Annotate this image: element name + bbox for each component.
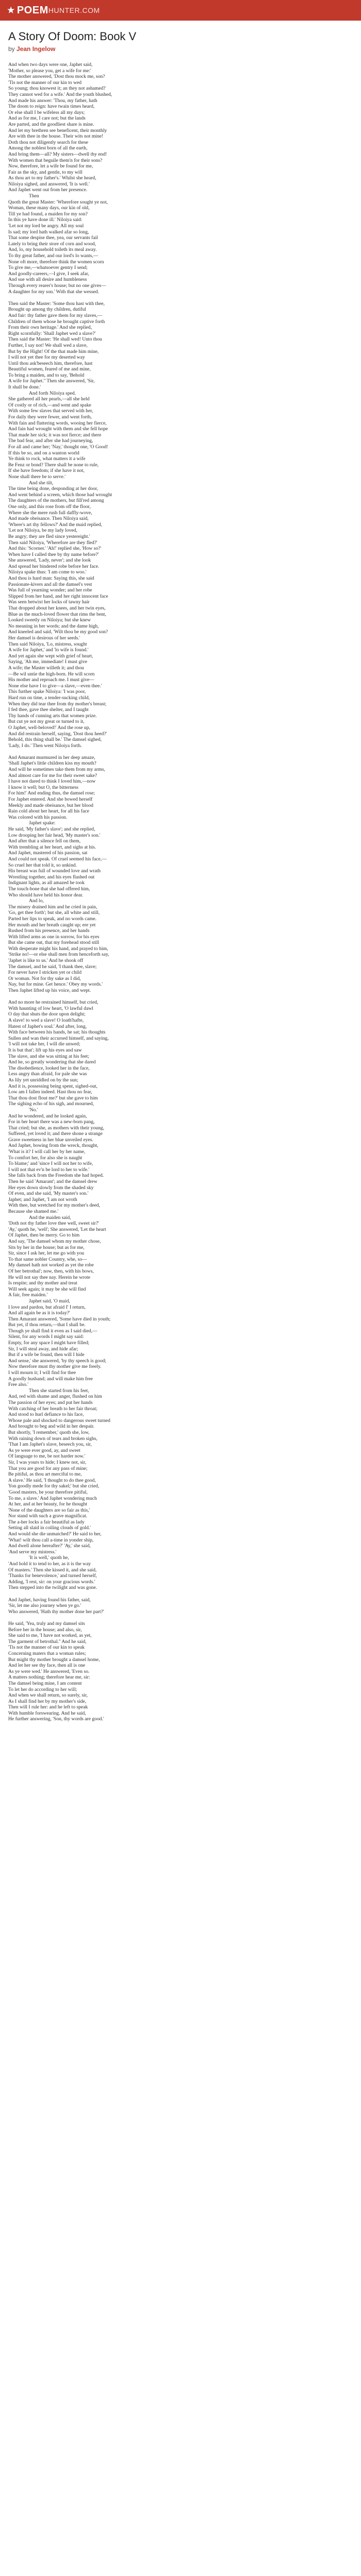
poem-line: With desperate might his hand, and prayed to him, [8, 945, 108, 952]
poem-line: The damsel being mine, I am content [8, 1680, 82, 1686]
poem-line: For him!' And ending thus, the damsel rose; [8, 790, 95, 796]
poem-line: And he, so greatly wondering that she dared [8, 1059, 96, 1065]
poem-line: And after that a silence fell on them, [8, 838, 81, 844]
poem-line: For Japhet entered. And she bowed herself [8, 796, 93, 803]
poem-line: 'Let not Niloiya, be my lady loved, [8, 528, 77, 534]
poem-line: But if a wife be found, then will I hide [8, 1352, 85, 1358]
poem-line: Beautiful women, feared of me and mine, [8, 366, 91, 372]
poem-line: 'What! wilt thou call a-time in yonder ship, [8, 1537, 94, 1543]
poem-line: Thy hands of cunning arts that women prize. [8, 713, 97, 719]
poem-line: Fair as the sky, and gentle, to my will [8, 169, 83, 175]
poem-line: A fair, free maiden.' [8, 1292, 48, 1298]
poem-line: At her, and at her beauty, for he thought [8, 1501, 87, 1507]
poem-line: That some despise thee, yea, our servants fail [8, 235, 98, 241]
poem-line: Was colored with his passion. [8, 814, 68, 820]
poem-line: And would she die unmatched?' He said to her, [8, 1531, 102, 1537]
poem-line: Then [29, 193, 39, 199]
poem-line: I know it well; but O, the bitterness [8, 784, 78, 790]
poem-line: Hatest of Japhet's soul.' And after, long, [8, 1023, 87, 1029]
poem-line: But she came out, that my forehead stood still [8, 940, 100, 946]
poem-line: Her mouth and her breath caught up; ere yet [8, 922, 96, 928]
poem-line: Be pitiful, as thou art merciful to me, [8, 1471, 82, 1478]
poem-line: 'Tis not the manner of our kin to speak [8, 1645, 85, 1651]
poem-line: Blue as the much-loved flower that rims the bent, [8, 611, 106, 617]
poem-line [8, 295, 353, 301]
poem-line: Suffered, yet loved it; and there shone a strange [8, 1131, 103, 1137]
poem-line: Sits by her in the house; but as for me, [8, 1244, 85, 1250]
poem-line: The passion of her eyes; and put her hands [8, 1400, 93, 1405]
poem-line: And made his answer: 'Thou, my father, hath [8, 97, 97, 104]
poem-line: Of costly or of rich,—and went and spake [8, 402, 91, 408]
poem-line: Wrestling together, and his eyes flashed out [8, 874, 95, 880]
poem-line: This further spake Niloiya: 'I was poor, [8, 689, 86, 695]
poem-line: A wife for Japhet.'' Then she answered, 'Sir, [8, 378, 95, 384]
poem-title: A Story Of Doom: Book V [8, 30, 137, 43]
poem-line: I will not yet thee for my deserted way [8, 354, 85, 361]
logo-suffix: HUNTER.COM [48, 6, 100, 14]
poem-line: 'Where's art thy fellows?' And the maid replied, [8, 521, 103, 528]
poem-line: His breast was full of wounded love and wrath [8, 868, 101, 874]
poem-line: Low am I fallen indeed. Hast thou no fear, [8, 1089, 92, 1095]
poem-line: 'Lady, I do.' Then went Niloiya forth. [8, 742, 82, 749]
poem-line: The time being done, desponding at her door, [8, 486, 99, 492]
poem-line: And stood to hurl defiance to his face, [8, 1412, 84, 1418]
poem-line: Before her in the house; and also, sir, [8, 1626, 82, 1633]
poem-line: Though ye shall find it even as I said died,— [8, 1328, 97, 1334]
poem-line: And bring them—all? My sisters—dwell thy end! [8, 151, 107, 157]
poem-line: And Japhet, bowing from the wreck, thought, [8, 1143, 99, 1149]
poem-line: And say, 'The damsel whom my mother chose, [8, 1238, 101, 1244]
poem-line: Was full of yearning wonder; and her robe [8, 587, 92, 594]
poem-line: One only, and this rose from off the floor, [8, 503, 91, 510]
poem-line: So young; thou knowest it; an they not ashamed? [8, 86, 106, 92]
poem-line: A daughter for my son.' With that she wessed. [8, 289, 99, 295]
poem-line: As ye were wed.' He answered, 'Even so. [8, 1668, 90, 1674]
poem-line: Meekly and made obeisance, but her blood [8, 802, 93, 808]
poem-line: She gathered all her pearls,—all she held [8, 396, 90, 402]
poem-line: Doth thou not diligently search for these [8, 139, 89, 145]
poem-line: From their own heritage.' And she replied, [8, 325, 92, 331]
poem-line: That you are good for any pass of mine; [8, 1465, 88, 1471]
poem-line: That cried; but she, as mothers with their young, [8, 1125, 104, 1131]
poem-line: 'Shall Japhet's little children kiss my mouth? [8, 760, 96, 767]
poem-line: And he wondered, and he looked again, [8, 1113, 87, 1119]
poem-line: With trembling at her heart, and sighs at his. [8, 844, 96, 850]
poem-line: The disobedience, looked her in the face, [8, 1065, 90, 1071]
poem-line: Lately to bring their store of corn and wood, [8, 241, 96, 247]
poem-line: For never have I stricken yet or child [8, 970, 81, 976]
poem-line: And Japhet, mastered of his passion, sat [8, 850, 88, 856]
poem-line: To bring a maiden, and to say, 'Behold [8, 372, 85, 378]
poem-line: 'Ay,' quoth he, 'well'; She answered, 'Let the heart [8, 1226, 106, 1232]
poem-line: Of her betrothal'; now, then, with his bows, [8, 1268, 94, 1274]
poem-line: The damsel, and he said, 'I thank thee, slave; [8, 963, 97, 970]
poem-line: To me, a slave.' And Japhet wondering much [8, 1495, 97, 1501]
poem-line: With some few slaves that served with her, [8, 408, 93, 414]
poem-line: And Japhet, having found his father, said, [8, 1597, 91, 1603]
poem-line: The garment of betrothal.'' And he said, [8, 1638, 87, 1645]
poem-line [8, 994, 353, 1000]
poem-line: Japhet spake: [29, 820, 56, 826]
poem-line: And did restrain herself, saying, 'Dost thou heed?' [8, 731, 107, 737]
poem-line: The daughters of the mothers, but fill'red among [8, 498, 104, 504]
poem-line: Quoth the great Master: 'Wherefore sought ye not, [8, 199, 108, 205]
poem-line: 'Good masters, be your therefore pitiful, [8, 1489, 88, 1495]
poem-line: Sullen and wan their accursed himself, and saying, [8, 1035, 109, 1041]
poem-line: A wife; the Master willeth it; and thou [8, 665, 84, 671]
poem-line: 'Thanks for benevolence,' and turned herself, [8, 1573, 97, 1579]
poem-line: Further, I say not! We shall wed a slave, [8, 342, 88, 348]
poem-line: Sir, I was yours to hide; I knew not, sir, [8, 1459, 87, 1465]
poem-line: Then she started from his feet, [29, 1387, 89, 1394]
poem-line: 'Tis not the manner of our kin to wed [8, 79, 82, 86]
poem-line: When have I called thee by thy name before?' [8, 551, 99, 557]
poem-line: And the maiden said, [29, 1214, 71, 1221]
poem-line: Be Fenz or bond? There shall be none to rule, [8, 462, 99, 468]
poem-line: With catching of her breath to her fair throat; [8, 1405, 97, 1412]
poem-line: Hard run on time, a tender-sucking child, [8, 694, 90, 701]
poem-line: Will seek again; it may be she will find [8, 1286, 86, 1292]
poem-line: None else have I to give—a slave,—even thee.' [8, 683, 102, 689]
poem-line: It is but that'; lift up his eyes and saw [8, 1047, 82, 1053]
poem-line: No meaning in her words; and the dame high, [8, 623, 99, 629]
poem-line: Then he said 'Amarant'; and the damsel drew [8, 1179, 97, 1185]
poem-line: With thee, but wretched for my mother's deed, [8, 1202, 100, 1209]
poem-line: He said, 'My father's slave'; and she replied, [8, 826, 95, 832]
poem-line: Niloiya spake thus: 'I am come to woo.' [8, 569, 87, 575]
poem-line: And as for me, I care not; but the lands [8, 115, 86, 122]
poem-line: His mother and reproach me. I must give— [8, 677, 94, 683]
poem-line: To that same nobler Country, whe, so— [8, 1256, 87, 1262]
poem-line: He will not say thee nay. Herein he wrote [8, 1274, 90, 1280]
poem-line: And, lo, my household toileth its meal away. [8, 247, 97, 253]
poem-line: I will mourn it; I will find for thee [8, 1370, 76, 1376]
poem-line: And will he sometimes take them from my arms, [8, 767, 105, 773]
poem-line: Then stepped into the twilight and was gone. [8, 1585, 97, 1591]
poem-line: And could not speak. Of cruel seemed his face,— [8, 856, 107, 862]
poem-line: That made her sick; it was not fierce; and there [8, 432, 102, 438]
poem-line: Then said the Master: 'He shall wed! Unto thou [8, 336, 102, 343]
poem-header [0, 21, 361, 57]
poem-line: Then Japhet lifted up his voice, and wept. [8, 988, 91, 994]
poem-line: A slave! to wed a slave! O loath'hafte, [8, 1018, 84, 1023]
poem-line: Niloiya sighed, and answered, 'It is well.' [8, 181, 90, 187]
poem-line: Then said Niloiya, 'Lo, mistress, sought [8, 641, 87, 647]
poem-line: I have not dared to think I loved him,—now [8, 778, 96, 785]
poem-line: With haunting of low heart, 'O lawful dawl [8, 1005, 93, 1011]
poem-line: Of masters.' Then she kissed it, and she said, [8, 1567, 97, 1573]
poem-line: 'None of the daughters are so fair as this,' [8, 1507, 90, 1513]
poem-line: So cruel her that told it, so unkind. [8, 862, 77, 868]
poem-line: And dwell alone hereafter?' 'Ay,' she said, [8, 1543, 91, 1549]
poem-line: And sue with all desire and humbleness [8, 277, 87, 283]
poem-line: He said, 'Yea, truly and my damsel sits [8, 1620, 85, 1626]
poem-line: O Japhet, well-beloved!' And the rose up, [8, 724, 90, 731]
poem-line: But yet, if thou return,—that I shall be. [8, 1322, 86, 1328]
poem-line: For daily they were fewer, and went forth, [8, 414, 92, 420]
poem-line: Now therefore must thy mother give me freely. [8, 1364, 102, 1370]
poem-line: 'Strike no!—or else shall men from henceforth say, [8, 952, 109, 958]
poem-line: 'That I am Japhet's slave, beseech you, sir, [8, 1442, 92, 1448]
poem-line: Rushed from his presence, and her hands [8, 928, 90, 934]
poem-line: Who should have held his honor dear. [8, 892, 84, 898]
poem-line: And fair: thy father gave them for my slaves,— [8, 312, 103, 318]
poem-line: And let my brethren see beneficent, their monthly [8, 127, 107, 133]
poem-line: 'Let not my lord be angry. All my soul [8, 223, 84, 229]
poem-line: That dropped about her knees, and her twin eyes, [8, 605, 106, 612]
poem-line: Are parted, and the goodliest share is mine. [8, 121, 94, 127]
poem-line: In this ye have done ill.' Niloiya said: [8, 217, 83, 223]
poem-line: She said to me, 'I have not worked, as yet, [8, 1633, 92, 1639]
poem-line: With raining down of tears and broken sighs, [8, 1435, 97, 1442]
poem-line: He further answering, 'Son, thy words are good.' [8, 1716, 104, 1722]
site-logo[interactable] [7, 5, 100, 16]
poem-line [8, 1615, 353, 1621]
poem-line: 'No.' [29, 1107, 38, 1113]
poem-line: Empty, for any space I might have filled; [8, 1340, 90, 1346]
poem-line: Nor stand with such a grave magnificat. [8, 1513, 88, 1519]
poem-line: But cut ye not my great or turned to it, [8, 719, 85, 725]
poem-line: And fain had wrought with them and she fell hope [8, 426, 108, 432]
poem-line: And no more he restrained himself, but cried, [8, 999, 99, 1006]
poem-byline [8, 45, 353, 53]
poem-line: And sense,' she answered, 'by thy speech is good; [8, 1358, 106, 1364]
poem-line: Passionate-kivers and all the damsel's vest [8, 581, 92, 587]
poem-line: The slave, and she was sitting at his feet; [8, 1053, 89, 1059]
poem-line: And kneeled and said, 'Wilt thou be my good son? [8, 629, 108, 635]
poem-line: Of language to me, be not harder now.' [8, 1453, 85, 1460]
poem-line: And Japhet went out from her presence. [8, 187, 88, 193]
poem-line: If this be so, and on a wanton world [8, 450, 79, 456]
poem-line: With fain and flattering words, wooing her fierce, [8, 420, 107, 426]
poem-line: Silent, for any words I might say said: [8, 1334, 84, 1340]
poem-line: Then Amarant answered, 'Some have died in youth; [8, 1316, 111, 1322]
poem-line: The mother answered, 'Dost thou mock me, son? [8, 74, 105, 80]
poem-line: Yon goodly mede for thy sakel;' but she cried, [8, 1483, 100, 1489]
poem-line: Of Japhet, then be merry. Go to him [8, 1232, 80, 1239]
author-link[interactable]: Jean Ingelow [17, 45, 56, 53]
poem-line: Until thou ask'beseech him, therefore, hast [8, 360, 93, 366]
poem-line: With humble forswearing. And he said, [8, 1710, 86, 1716]
poem-line: And all again be as it is today?' [8, 1310, 70, 1316]
poem-line: Grave sweetness in her blue unveiled eyes. [8, 1137, 93, 1143]
poem-line: And it is, possessing being spent, sighed-out, [8, 1083, 97, 1089]
poem-line: Or else shall I be wifeless all my days; [8, 109, 85, 115]
poem-line: She falls back from the Freedom she had hoped. [8, 1173, 104, 1179]
poem-line: Woman, these many days, our kin of old, [8, 205, 90, 211]
poem-line: For all and came her; 'Nay,' thought one, 'O Good! [8, 444, 108, 450]
poem-line: My damsel hath not worked as yet the robe [8, 1262, 94, 1268]
poem-line: But might thy mother brought a damsel home, [8, 1656, 100, 1663]
poem-line: The doom to reign: have twain times heard, [8, 104, 95, 110]
site-header [0, 0, 361, 21]
poem-line: And when two days were one, Japhet said, [8, 62, 93, 67]
poem-line: If she have freedom; if she have it not, [8, 468, 85, 474]
poem-line: Adding, 'I rest, sir: on your gracious words.' [8, 1579, 95, 1585]
poem-line: O day that shuts the door upon delight; [8, 1011, 86, 1018]
poem-line: Till ye had found, a maiden for my son? [8, 211, 88, 217]
poem-line: None oft more, therefore think the women scorn [8, 259, 104, 265]
poem-line: And when we shall return, so surely, sir, [8, 1692, 88, 1699]
poem-line: And goodly-careers,—I give, I seek afar, [8, 270, 89, 277]
poem-line: Free also.' [8, 1382, 29, 1388]
poem-line: As lily yet unriddled on by the sun; [8, 1077, 78, 1083]
poem-line: And Amarant murmured in her deep amaze, [8, 754, 95, 760]
poem-line: As ye were ever good, ay, and sweet [8, 1447, 80, 1453]
poem-line: A goodly husband; and will make him free [8, 1376, 93, 1382]
poem-line: And made obeisance. Then Niloiya said, [8, 516, 89, 522]
poem-line: Her damsel is desirous of her seeds.' [8, 635, 80, 641]
poem-line: A wife for Japhet,' and 'lo wife is found.' [8, 647, 89, 653]
poem-line: Children of them whose he brought captive forth [8, 318, 105, 325]
poem-line: I fed thee, gave thee shelter, and I taught [8, 707, 89, 713]
poem-line: For in her heart there was a new-born pang, [8, 1119, 95, 1125]
poem-line: And almost care for me for their sweet sake? [8, 772, 97, 778]
poem-line: And spread her bindered robe before her face. [8, 563, 100, 569]
poem-line: Whose pale and shocked to dangerous sweet turned [8, 1417, 110, 1423]
poem-line: Then said Niloiya, 'Wherefore are they fled?' [8, 539, 97, 546]
poem-line: Was seen betwixt her locks of tawny hair [8, 599, 90, 605]
poem-line: Parted her lips to speak, and no words came. [8, 916, 97, 922]
poem-line: Right scornfully: 'Shall Japhet wed a slave?' [8, 330, 96, 336]
poem-line: It shall be done.' [8, 384, 41, 391]
poem-line: 'And hold it to tend to her, as it is the way [8, 1561, 91, 1567]
poem-line: The sighing echo of his sigh, and mourned, [8, 1101, 94, 1107]
poem-line: None shall there be to serve.' [8, 473, 65, 480]
poem-line: Ye think to rock, what matters it a wife [8, 456, 86, 462]
poem-line: But shortly, 'I remember,' quoth she, low, [8, 1429, 90, 1435]
poem-line: The touch-bone that she had offered him, [8, 886, 90, 892]
poem-line: Rain cold about her heart, for all his face [8, 808, 89, 815]
poem-line: Japhet; and Japhet, 'I am not wroth [8, 1196, 77, 1202]
poem-line: Is sad; my lord hath walked afar so long, [8, 229, 89, 235]
poem-line: Behold, this thing shall be.' The damsel sighed, [8, 737, 102, 743]
poem-line: —Be wil untie the high-born. He will scorn [8, 671, 95, 677]
poem-line: I will not that ev'n be lord to her to wife.' [8, 1166, 90, 1173]
poem-line: And lo, [29, 898, 44, 904]
poem-line: With women that beguile them'n for their sons? [8, 157, 103, 163]
poem-line: And forth Niloiya sped. [29, 390, 76, 396]
poem-line: But by the Hight! Of the that made him mine, [8, 348, 99, 354]
poem-line: 'Japhet is like to us.' And he shook off [8, 958, 84, 964]
poem-line: Through every rearer's house; but no one gives— [8, 282, 106, 289]
poem-line: Of even, and she said, 'My master's son.' [8, 1191, 89, 1197]
poem-line: Saying, 'Ah me, immediate! I must give [8, 659, 88, 665]
poem-line: Where she the mere rush full daffly-wove, [8, 510, 92, 516]
poem-line: 'It is well,' quoth he, [29, 1555, 69, 1561]
poem-line: Concerning maters that a woman rules; [8, 1650, 86, 1656]
poem-line: With lifted arms as one in sorrow, for his eyes [8, 934, 100, 940]
poem-line: To let her do according to her will; [8, 1686, 77, 1692]
poem-line: Less angry than afraid, for pale she was [8, 1071, 87, 1077]
poem-line: I love and pardon, but afraid I' I return, [8, 1304, 86, 1310]
poem-line: And yet again she wept with grief of heart, [8, 653, 93, 659]
poem-line: When they did tear thee from thy mother's breast; [8, 701, 107, 707]
poem-line: And went behind a screen, which those had wrought [8, 492, 112, 498]
poem-line: Her eyes down slowly from the shaded sky [8, 1184, 94, 1191]
poem-line: To give me,—whatsoever gentry I send; [8, 265, 88, 271]
poem-line: As I shall find her by my mother's side, [8, 1698, 87, 1704]
poem-line: And, red with shame and anger, flushed on him [8, 1394, 102, 1400]
poem-line: Then will I rule her: and he left to speak [8, 1704, 88, 1710]
poem-line: Be angry; they are fled since yestereight.' [8, 533, 90, 539]
poem-line: The misery drained him and he cried in pain, [8, 904, 97, 910]
poem-line: 'What is it? I will call her by her name, [8, 1149, 86, 1155]
byline-prefix: by [8, 45, 15, 53]
poem-line: Because she shamed me.' [8, 1209, 59, 1214]
poem-line: Brought up among thy children, dutiful [8, 307, 86, 313]
star-icon: ★ [7, 6, 15, 15]
poem-line: To thy great father, and our lord's lo wants,— [8, 253, 99, 259]
poem-line: To comfort her, for also she is naught [8, 1155, 83, 1161]
poem-line: Slipped from her hand, and her right innocent face [8, 593, 108, 599]
poem-line: And thou is hard man: Saying this, she said [8, 575, 94, 582]
poem-line: Are with thee in the house. Their wits not mine! [8, 133, 104, 140]
poem-line [8, 749, 353, 755]
poem-line: With face between his hands, he sat; his thoughts [8, 1029, 106, 1036]
logo-text: POEM [17, 4, 48, 16]
poem-body [0, 57, 361, 1722]
poem-line: Now, therefore, let a wife be found for me, [8, 163, 93, 170]
poem-line: They cannot wed for a wife.' And the youth blushed, [8, 91, 112, 97]
poem-line: 'Doth not thy father love thee well, sweet sir?' [8, 1221, 99, 1227]
poem-line: 'Sir, let me also journey when ye go.' [8, 1603, 81, 1609]
poem-line: 'Mother, so please you, get a wife for me:' [8, 67, 91, 74]
poem-line: Among the noblest born of all the earth, [8, 145, 88, 151]
poem-line: A matters nothing; therefore hear me, sir: [8, 1674, 90, 1681]
poem-line [8, 1591, 353, 1597]
poem-line: Or woman. Not for thy sake as I did, [8, 975, 81, 981]
poem-line: 'And serve my mistress.' [8, 1549, 57, 1555]
poem-line: She answered, 'Lady, never'; and she look [8, 557, 91, 564]
poem-line: Then said the Master: 'Some thou hast with thee, [8, 300, 105, 307]
poem-line: That thou dost flout me?' but she gave to him [8, 1095, 98, 1101]
poem-line: Is respite; and thy mother and treat [8, 1280, 77, 1286]
poem-line: Setting all slaid in coiling clouds of gold.' [8, 1525, 91, 1531]
poem-line: And let her see thy face, then all is one [8, 1663, 86, 1669]
poem-line: And this: 'Scorner.' 'Ah!' replied she, 'How so?' [8, 546, 102, 552]
poem-line: A slave.' He said, 'I thought to do thee good, [8, 1477, 96, 1483]
poem-line: Sir, since I ask her, let me go with you [8, 1250, 85, 1257]
poem-line: And she tilt, [29, 480, 54, 486]
poem-line: The bad fear, and after she had journeying, [8, 438, 93, 444]
poem-line: To blame;' and 'since I will not her to wife, [8, 1161, 93, 1167]
poem-line: The a-her locks a fair beautiful as lady [8, 1519, 85, 1525]
poem-line: Indignant lights, as all amazed he took [8, 880, 85, 886]
poem-line: Japhet said, 'O maid, [29, 1298, 70, 1304]
poem-line: 'Go, get thee forth'; but she, all white and still, [8, 910, 100, 916]
poem-line: 'I will not take her, I will die unwed; [8, 1041, 80, 1047]
poem-line: Who answered, 'Hath thy mother done her part?' [8, 1608, 104, 1615]
poem-line: Sir, I will steal away, and hide afar; [8, 1346, 78, 1352]
poem-line: As thou art to my father's.' Whilst she heard, [8, 175, 96, 181]
poem-line: Low drooping her fair head, 'My master's son.' [8, 832, 101, 838]
poem-line: Looked sweetly on Niloiya; but she knew [8, 617, 91, 623]
poem-line: Nay, but for mine. Get hence.' Obey my words.' [8, 981, 103, 988]
poem-line: And brought to beg and wild in her despair. [8, 1423, 95, 1430]
